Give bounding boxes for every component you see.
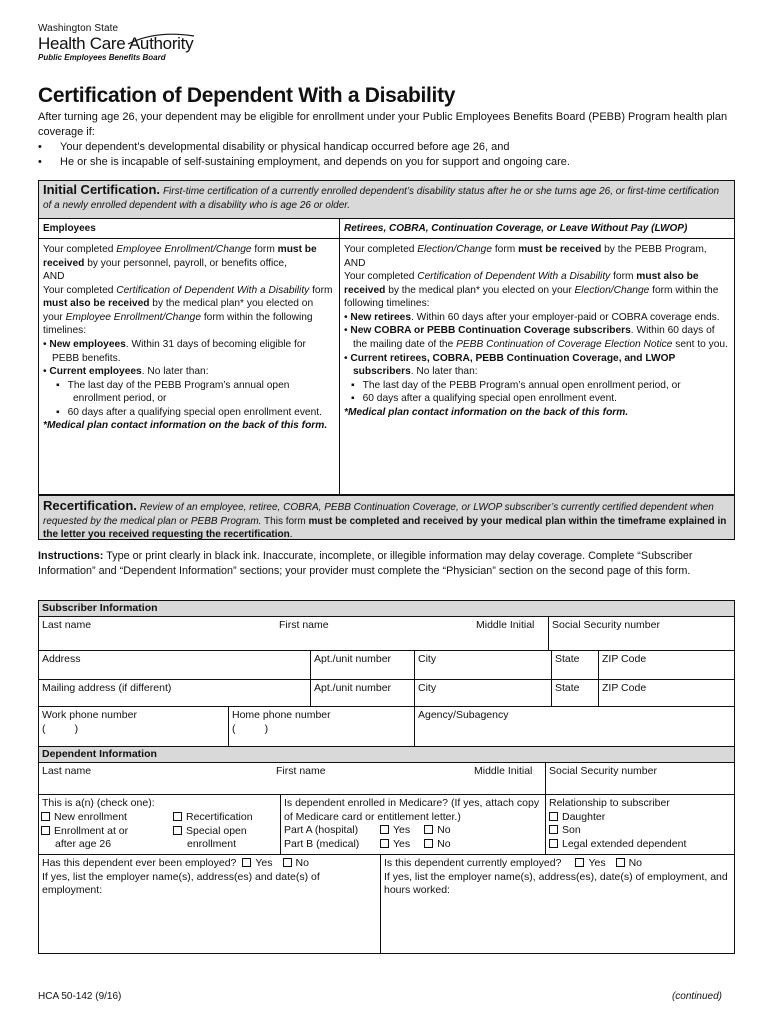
intro-bullets	[38, 140, 738, 170]
new-enrollment-option[interactable]: New enrollment	[41, 811, 169, 825]
state-label: State	[555, 653, 580, 665]
ret-sub-bullet: ▪ The last day of the PEBB Program’s annual open enrollment period, or	[344, 379, 730, 393]
son-option[interactable]: Son	[549, 824, 731, 838]
medicare-question: Is dependent enrolled in Medicare? (If yes, attach copy of Medicare card or entitlement letter.)	[284, 797, 540, 823]
agency-label: Agency/Subagency	[418, 709, 509, 721]
zip-label: ZIP Code	[602, 682, 647, 694]
medicare-field	[281, 795, 546, 855]
ever-employed-list-label: If yes, list the employer name(s), address(es) and date(s) of employment:	[42, 870, 320, 897]
initial-certification-box	[38, 180, 735, 495]
retirees-column-header: Retirees, COBRA, Continuation Coverage, or Leave Without Pay (LWOP)	[339, 219, 734, 239]
hca-logo	[38, 22, 193, 63]
logo-swoosh-icon	[126, 32, 196, 46]
apt-label: Apt./unit number	[314, 682, 392, 694]
information-form	[38, 600, 735, 954]
city-label: City	[418, 653, 437, 665]
ret-bullet-new-cobra: • New COBRA or PEBB Continuation Coverage subscribers. Within 60 days of the mailing date of the PEBB Continuation of Coverage Election Notice sent to you.	[344, 325, 728, 350]
agency-field[interactable]	[415, 707, 734, 747]
currently-employed-list-label: If yes, list the employer name(s), address(es), date(s) of employment, and hours worked:	[384, 870, 728, 897]
subscriber-state-field[interactable]	[552, 651, 599, 680]
enrollment-type-label: This is a(n) (check one):	[42, 797, 155, 809]
part-a-no-checkbox[interactable]	[424, 825, 433, 834]
emp-sub-bullet: ▪ The last day of the PEBB Program’s annual open enrollment period, or	[43, 379, 335, 406]
part-a-yes-checkbox[interactable]	[380, 825, 389, 834]
recertification-heading: Recertification.	[43, 498, 137, 513]
recertification-checkbox[interactable]	[173, 812, 182, 821]
part-a-row: Part A (hospital) Yes No	[284, 824, 451, 837]
initial-certification-header	[39, 181, 734, 219]
page-title: Certification of Dependent With a Disability	[38, 84, 456, 107]
part-b-row: Part B (medical) Yes No	[284, 837, 451, 850]
enrollment-type-field	[39, 795, 281, 855]
middle-initial-label: Middle Initial	[474, 765, 533, 777]
ret-paragraph-2: Your completed Certification of Dependent With a Disability form must also be received by the medical plan* you elected on your Election/Change form within the following timelines:	[344, 271, 719, 310]
ret-paragraph-1: Your completed Election/Change form must be received by the PEBB Program,	[344, 244, 707, 255]
special-open-option[interactable]: Special open	[173, 825, 253, 839]
ever-employed-row: Has this dependent ever been employed? Yes No	[42, 857, 309, 869]
subscriber-mailing-field[interactable]	[39, 680, 311, 707]
subscriber-zip-field[interactable]	[599, 651, 734, 680]
intro-bullet: • He or she is incapable of self-sustaining employment, and depends on you for support and ongoing care.	[38, 155, 738, 170]
first-name-label: First name	[279, 619, 329, 631]
instructions	[38, 549, 738, 578]
subscriber-name-field[interactable]	[39, 617, 549, 651]
ever-employed-yes-checkbox[interactable]	[242, 858, 251, 867]
subscriber-mailing-state-field[interactable]	[552, 680, 599, 707]
ever-employed-no-checkbox[interactable]	[283, 858, 292, 867]
relationship-field	[546, 795, 734, 855]
instructions-label: Instructions:	[38, 550, 104, 562]
ret-note: *Medical plan contact information on the back of this form.	[344, 406, 629, 418]
employees-column	[39, 239, 339, 494]
first-name-label: First name	[276, 765, 326, 777]
dependent-info-heading: Dependent Information	[39, 747, 734, 763]
mailing-label: Mailing address (if different)	[42, 682, 172, 694]
part-b-no-checkbox[interactable]	[424, 839, 433, 848]
subscriber-city-field[interactable]	[415, 651, 552, 680]
instructions-text: Type or print clearly in black ink. Inaccurate, incomplete, or illegible information may delay coverage. Complete “Subscriber Information” and “Dependent Information” sections; your provider must complete the “Physician” section on the second page of this form.	[38, 550, 693, 577]
intro-bullet: • Your dependent’s developmental disability or physical handicap occurred before age 26, and	[38, 140, 738, 155]
special-open-enrollment-label: enrollment	[187, 838, 237, 851]
intro-text: After turning age 26, your dependent may be eligible for enrollment under your Public Employees Benefits Board (PEBB) Program health plan coverage if:	[38, 111, 728, 138]
continued-label: (continued)	[671, 991, 722, 1002]
last-name-label: Last name	[42, 619, 92, 631]
work-phone-label: Work phone number	[42, 709, 137, 721]
ssn-label: Social Security number	[549, 765, 657, 777]
daughter-option[interactable]: Daughter	[549, 811, 731, 825]
home-phone-field[interactable]	[229, 707, 415, 747]
legal-extended-checkbox[interactable]	[549, 839, 558, 848]
home-phone-parens: ( )	[232, 722, 269, 735]
dependent-name-field[interactable]	[39, 763, 546, 795]
recertification-box: Recertification. Review of an employee, retiree, COBRA, PEBB Continuation Coverage, or LWOP subscriber’s currently certified dependent when requested by the medical plan or PEBB Program. This form must be completed and received by your medical plan within the timeframe explained in the letter you received requesting the recertification.	[38, 495, 735, 540]
son-checkbox[interactable]	[549, 825, 558, 834]
ret-sub-bullet: ▪ 60 days after a qualifying special open enrollment event.	[344, 392, 730, 406]
zip-label: ZIP Code	[602, 653, 647, 665]
emp-paragraph-1: Your completed Employee Enrollment/Change form must be received by your personnel, payroll, or benefits office,	[43, 244, 317, 269]
recertification-description: Review of an employee, retiree, COBRA, PEBB Continuation Coverage, or LWOP subscriber’s currently certified dependent when requested by the medical plan or PEBB Program.	[43, 502, 714, 527]
recertification-option[interactable]: Recertification	[173, 811, 253, 825]
legal-extended-option[interactable]: Legal extended dependent	[549, 838, 731, 852]
employees-column-header: Employees	[39, 219, 339, 239]
emp-sub-bullet: ▪ 60 days after a qualifying special open enrollment event.	[43, 406, 335, 420]
emp-paragraph-2: Your completed Certification of Dependent With a Disability form must also be received by the medical plan* you elected on your Employee Enrollment/Change form within the following timelines:	[43, 284, 333, 337]
logo-board: Public Employees Benefits Board	[38, 52, 166, 62]
address-label: Address	[42, 653, 81, 665]
enrollment-at-age-checkbox[interactable]	[41, 826, 50, 835]
subscriber-mailing-city-field[interactable]	[415, 680, 552, 707]
relationship-label: Relationship to subscriber	[549, 797, 670, 809]
enrollment-at-age-option[interactable]: Enrollment at or	[41, 825, 169, 839]
currently-employed-yes-checkbox[interactable]	[575, 858, 584, 867]
ssn-label: Social Security number	[552, 619, 660, 631]
currently-employed-row: Is this dependent currently employed? Yes No	[384, 857, 643, 869]
enrollment-options-right	[173, 811, 253, 852]
ret-and: AND	[344, 257, 366, 269]
state-label: State	[555, 682, 580, 694]
emp-bullet-new: • New employees. Within 31 days of becoming eligible for PEBB benefits.	[43, 338, 306, 364]
apt-label: Apt./unit number	[314, 653, 392, 665]
new-enrollment-checkbox[interactable]	[41, 812, 50, 821]
emp-and: AND	[43, 271, 65, 283]
logo-agency: Health Care Authority	[38, 34, 194, 53]
subscriber-mailing-zip-field[interactable]	[599, 680, 734, 707]
initial-certification-description: First-time certification of a currently enrolled dependent’s disability status after he or she turns age 26, or first-time certification of a newly enrolled dependent with a disability who is age 26 or older.	[43, 186, 720, 211]
work-phone-field[interactable]	[39, 707, 229, 747]
middle-initial-label: Middle Initial	[476, 619, 535, 631]
special-open-checkbox[interactable]	[173, 826, 182, 835]
subscriber-mailing-apt-field[interactable]	[311, 680, 415, 707]
currently-employed-no-checkbox[interactable]	[616, 858, 625, 867]
daughter-checkbox[interactable]	[549, 812, 558, 821]
part-b-yes-checkbox[interactable]	[380, 839, 389, 848]
emp-note: *Medical plan contact information on the back of this form.	[43, 420, 328, 432]
retirees-column	[340, 239, 734, 494]
currently-employed-field[interactable]	[381, 855, 734, 953]
subscriber-ssn-field[interactable]	[549, 617, 734, 651]
ever-employed-field[interactable]	[39, 855, 381, 953]
ret-bullet-current: • Current retirees, COBRA, PEBB Continuation Coverage, and LWOP subscribers. No later than:	[344, 352, 676, 378]
subscriber-apt-field[interactable]	[311, 651, 415, 680]
enrollment-options-left	[41, 811, 169, 852]
home-phone-label: Home phone number	[232, 709, 331, 721]
initial-certification-heading: Initial Certification.	[43, 182, 161, 197]
intro-section	[38, 110, 738, 169]
subscriber-info-heading: Subscriber Information	[39, 601, 734, 617]
last-name-label: Last name	[42, 765, 92, 777]
subscriber-address-field[interactable]	[39, 651, 311, 680]
after-age-label: after age 26	[55, 838, 112, 851]
logo-state: Washington State	[38, 23, 119, 34]
city-label: City	[418, 682, 437, 694]
work-phone-parens: ( )	[42, 722, 79, 735]
dependent-ssn-field[interactable]	[546, 763, 734, 795]
emp-bullet-current: • Current employees. No later than:	[43, 366, 209, 378]
form-number: HCA 50-142 (9/16)	[38, 991, 122, 1002]
ret-bullet-new-retirees: • New retirees. Within 60 days after your employer-paid or COBRA coverage ends.	[344, 311, 720, 323]
